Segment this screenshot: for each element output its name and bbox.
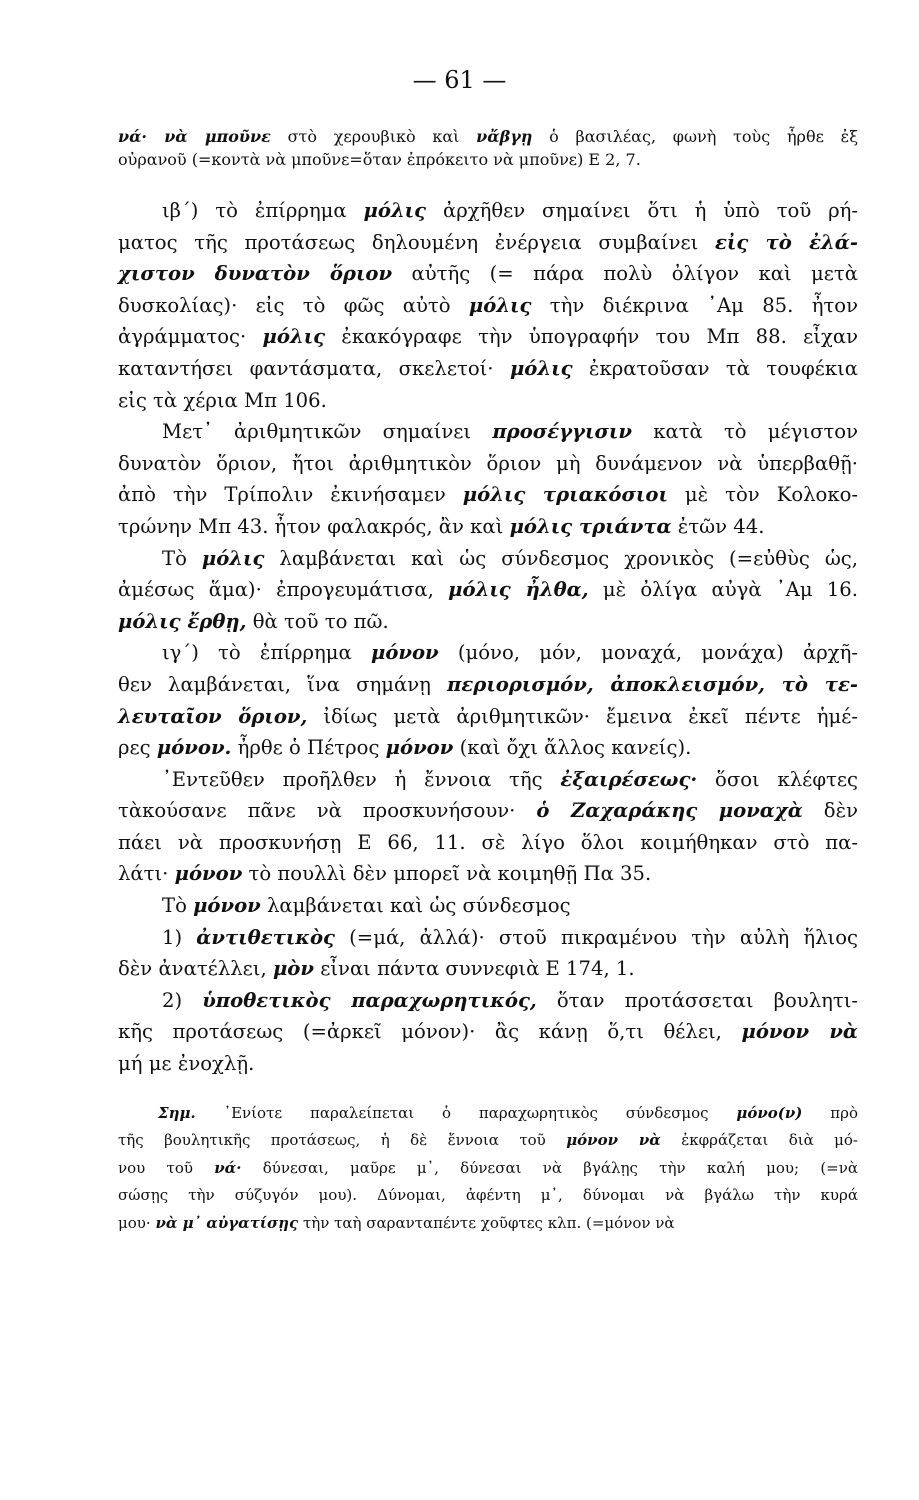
text-run: τρώνην Μπ 43. ἦτον φαλακρός, ἂν καὶ: [118, 514, 510, 538]
paragraph-top: [118, 125, 858, 171]
emphasized-term: λευταῖον ὅριον,: [118, 704, 308, 728]
text-line: [118, 385, 858, 417]
text-run: θεν λαμβάνεται, ἵνα σημάνῃ: [118, 672, 448, 696]
text-run: στὸ χερουβικὸ καὶ: [270, 127, 477, 146]
text-run: θὰ τοῦ το πῶ.: [246, 609, 389, 633]
text-line: [118, 1127, 858, 1155]
text-run: εἶναι πάντα συννεφιὰ Ε 174, 1.: [313, 957, 635, 981]
text-line: [118, 606, 858, 638]
text-run: δύνεσαι, μαῦρε μ᾽, δύνεσαι νὰ βγάλῃς τὴν καλή μου; (=νὰ: [241, 1158, 858, 1177]
text-run: ὅσοι κλέφτες: [697, 767, 859, 791]
text-run: ἐκρατοῦσαν τὰ τουφέκια: [572, 356, 858, 380]
text-run: ᾽Εντεῦθεν προῆλθεν ἡ ἔννοια τῆς: [162, 767, 561, 791]
text-run: ἀπὸ τὴν Τρίπολιν ἐκινήσαμεν: [118, 483, 463, 507]
emphasized-term: νὰ μ᾽ αὐγατίσῃς: [155, 1214, 299, 1232]
emphasized-term: μόλις ἔρθῃ,: [118, 609, 247, 633]
emphasized-term: νἄβγῃ: [476, 127, 533, 146]
text-line: [118, 669, 858, 701]
text-run: ματος τῆς προτάσεως δηλουμένη ἐνέργεια συμβαίνει: [118, 230, 716, 254]
emphasized-term: μόλις: [262, 325, 326, 349]
emphasized-term: μόνον: [370, 641, 439, 665]
text-run: μου·: [118, 1214, 156, 1232]
text-run: (καὶ ὄχι ἄλλος κανείς).: [453, 736, 692, 760]
text-run: λάτι·: [118, 862, 175, 886]
emphasized-term: μόλις ἦλθα,: [448, 578, 589, 602]
text-line: [118, 511, 858, 543]
paragraph-to: [118, 543, 858, 638]
text-run: μή με ἐνοχλῇ.: [118, 1052, 255, 1076]
text-run: Τὸ: [162, 546, 202, 570]
text-run: ἀμέσως ἅμα)· ἐπρογευμάτισα,: [118, 578, 449, 602]
text-run: δυνατὸν ὅριον, ἤτοι ἀριθμητικὸν ὅριον μὴ δυνάμενον νὰ ὑπερβαθῇ·: [118, 451, 858, 475]
paragraph-tomonon: [118, 890, 858, 922]
text-run: πρὸ: [802, 1103, 859, 1122]
emphasized-term: μόλις: [468, 293, 532, 317]
text-run: τὰκούσανε πᾶνε νὰ προσκυνήσουν·: [118, 799, 537, 823]
text-run: τὴν διέκρινα ᾽Αμ 85. ἦτον: [531, 293, 859, 317]
emphasized-term: μόνον νὰ: [741, 1020, 858, 1044]
emphasized-term: μόνον.: [156, 736, 232, 760]
emphasized-term: μόλις: [201, 546, 265, 570]
text-run: ὁ βασιλέας, φωνὴ τοὺς ἦρθε ἐξ: [532, 127, 858, 146]
text-line: [118, 195, 858, 227]
text-run: καταντήσει φαντάσματα, σκελετοί·: [118, 356, 510, 380]
paragraph-ent: [118, 764, 858, 890]
text-line: [118, 827, 858, 859]
text-run: ἐκφράζεται διὰ μό-: [660, 1131, 859, 1150]
emphasized-term: περιορισμόν, ἀποκλεισμόν, τὸ τε-: [447, 672, 858, 696]
text-run: μὲ ὀλίγα αὐγὰ ᾽Αμ 16.: [588, 578, 858, 602]
paragraph-met: [118, 416, 858, 542]
text-line: [118, 1048, 858, 1080]
page-body: [118, 125, 858, 1238]
text-run: (μόνο, μόν, μοναχά, μονάχα) ἀρχῆ-: [438, 641, 858, 665]
text-line: [118, 890, 858, 922]
emphasized-term: χιστον δυνατὸν ὅριον: [118, 262, 393, 286]
text-line: [118, 701, 858, 733]
text-line: [118, 858, 858, 890]
text-run: ἐτῶν 44.: [671, 514, 765, 538]
emphasized-term: ἐξαιρέσεως·: [560, 767, 698, 791]
text-line: [118, 1100, 858, 1128]
paragraph-note: [118, 1100, 858, 1238]
text-run: σώσῃς τὴν σύζυγόν μου). Δύνομαι, ἀφέντη μ᾽, δύνομαι νὰ βγάλω τὴν κυρά: [118, 1186, 858, 1205]
text-line: [118, 543, 858, 575]
emphasized-term: μόλις τριάντα: [509, 514, 672, 538]
text-run: 2): [162, 988, 203, 1012]
text-run: ἰδίως μετὰ ἀριθμητικῶν· ἔμεινα ἐκεῖ πέντε ἡμέ-: [307, 704, 859, 728]
emphasized-term: μόνο(ν): [736, 1103, 803, 1122]
text-run: ἦρθε ὁ Πέτρος: [231, 736, 386, 760]
text-run: Μετ᾽ ἀριθμητικῶν σημαίνει: [162, 420, 493, 444]
text-run: δὲν ἀνατέλλει,: [118, 957, 273, 981]
text-run: δυσκολίας)· εἰς τὸ φῶς αὐτὸ: [118, 293, 469, 317]
text-line: [118, 125, 858, 148]
emphasized-term: μόλις: [363, 199, 427, 222]
emphasized-term: μόνον: [193, 894, 261, 918]
emphasized-term: μόλις τριακόσιοι: [462, 483, 668, 507]
text-line: [118, 985, 858, 1017]
text-run: τὸ πουλλὶ δὲν μπορεῖ νὰ κοιμηθῇ Πα 35.: [242, 862, 652, 886]
emphasized-term: μὸν: [272, 957, 314, 981]
text-run: μὲ τὸν Κολοκο-: [667, 483, 859, 507]
paragraph-one: [118, 922, 858, 985]
paragraph-ig: [118, 637, 858, 763]
text-line: [118, 637, 858, 669]
text-line: [118, 732, 858, 764]
text-line: [118, 448, 858, 480]
text-run: λαμβάνεται καὶ ὡς σύνδεσμος χρονικὸς (=εὐθὺς ὡς,: [264, 546, 859, 570]
text-line: [118, 795, 858, 827]
text-run: ἐκακόγραφε τὴν ὑπογραφήν του Μπ 88. εἶχαν: [325, 325, 858, 349]
text-run: (=μά, ἀλλά)· στοῦ πικραμένου τὴν αὐλὴ ἥλιος: [334, 925, 858, 949]
text-line: [118, 227, 858, 259]
text-run: τῆς βουλητικῆς προτάσεως, ἡ δὲ ἔννοια τοῦ: [118, 1131, 567, 1150]
text-line: [118, 416, 858, 448]
text-run: ἀρχῆθεν σημαίνει ὅτι ἡ ὑπὸ τοῦ ρή-: [426, 199, 858, 222]
text-run: αὐτῆς (= πάρα πολὺ ὀλίγον καὶ μετὰ: [392, 262, 858, 286]
text-line: [118, 764, 858, 796]
emphasized-term: νά·: [214, 1158, 242, 1177]
text-run: ρες: [118, 736, 157, 760]
text-run: εἰς τὰ χέρια Μπ 106.: [118, 388, 327, 412]
text-run: ὅταν προτάσσεται βουλητι-: [536, 988, 859, 1012]
text-line: [118, 574, 858, 606]
text-line: [118, 953, 858, 985]
text-run: πάει νὰ προσκυνήσῃ Ε 66, 11. σὲ λίγο ὅλοι κοιμήθηκαν στὸ πα-: [118, 830, 858, 854]
text-line: [118, 258, 858, 290]
emphasized-term: Σημ.: [158, 1103, 196, 1122]
text-run: δὲν: [802, 799, 858, 823]
emphasized-term: ἀντιθετικὸς: [196, 925, 335, 949]
text-run: 1): [162, 925, 197, 949]
text-run: κατὰ τὸ μέγιστον: [632, 420, 858, 444]
text-run: ιγ´) τὸ ἐπίρρημα: [162, 641, 371, 665]
text-line: [118, 148, 858, 171]
text-line: [118, 479, 858, 511]
text-run: νου τοῦ: [118, 1158, 215, 1177]
text-line: [118, 1155, 858, 1183]
emphasized-term: μόνον νὰ: [566, 1131, 661, 1150]
emphasized-term: μόνον: [174, 862, 243, 886]
text-run: τὴν ταὴ σαρανταπέντε χοῦφτες κλπ. (=μόνον νὰ: [298, 1214, 675, 1232]
emphasized-term: εἰς τὸ ἐλά-: [715, 230, 858, 254]
text-line: [118, 290, 858, 322]
text-run: ιβ´) τὸ ἐπίρρημα: [162, 199, 364, 222]
text-run: λαμβάνεται καὶ ὡς σύνδεσμος: [260, 894, 571, 918]
text-run: ἀγράμματος·: [118, 325, 263, 349]
text-line: [118, 353, 858, 385]
text-line: [118, 321, 858, 353]
page-number: — 61 —: [412, 66, 507, 94]
paragraph-two: [118, 985, 858, 1080]
emphasized-term: νά· νὰ μποῦνε: [118, 127, 271, 146]
text-line: [118, 922, 858, 954]
emphasized-term: ὑποθετικὸς παραχωρητικός,: [202, 988, 537, 1012]
text-run: Τὸ: [162, 894, 194, 918]
text-line: [118, 1016, 858, 1048]
emphasized-term: μόλις: [509, 356, 573, 380]
text-run: ᾽Ενίοτε παραλείπεται ὁ παραχωρητικὸς σύνδεσμος: [195, 1103, 737, 1122]
text-line: [118, 1182, 858, 1210]
paragraph-ib: [118, 195, 858, 416]
emphasized-term: μόνον: [385, 736, 454, 760]
text-run: οὐρανοῦ (=κοντὰ νὰ μποῦνε=ὅταν ἐπρόκειτο νὰ μποῦνε) Ε 2, 7.: [118, 150, 641, 169]
emphasized-term: προσέγγισιν: [492, 420, 633, 444]
text-run: κῆς προτάσεως (=ἀρκεῖ μόνον)· ἂς κάνῃ ὅ,τι θέλει,: [118, 1020, 742, 1044]
text-line: [118, 1210, 858, 1238]
emphasized-term: ὁ Ζαχαράκης μοναχὰ: [536, 799, 803, 823]
